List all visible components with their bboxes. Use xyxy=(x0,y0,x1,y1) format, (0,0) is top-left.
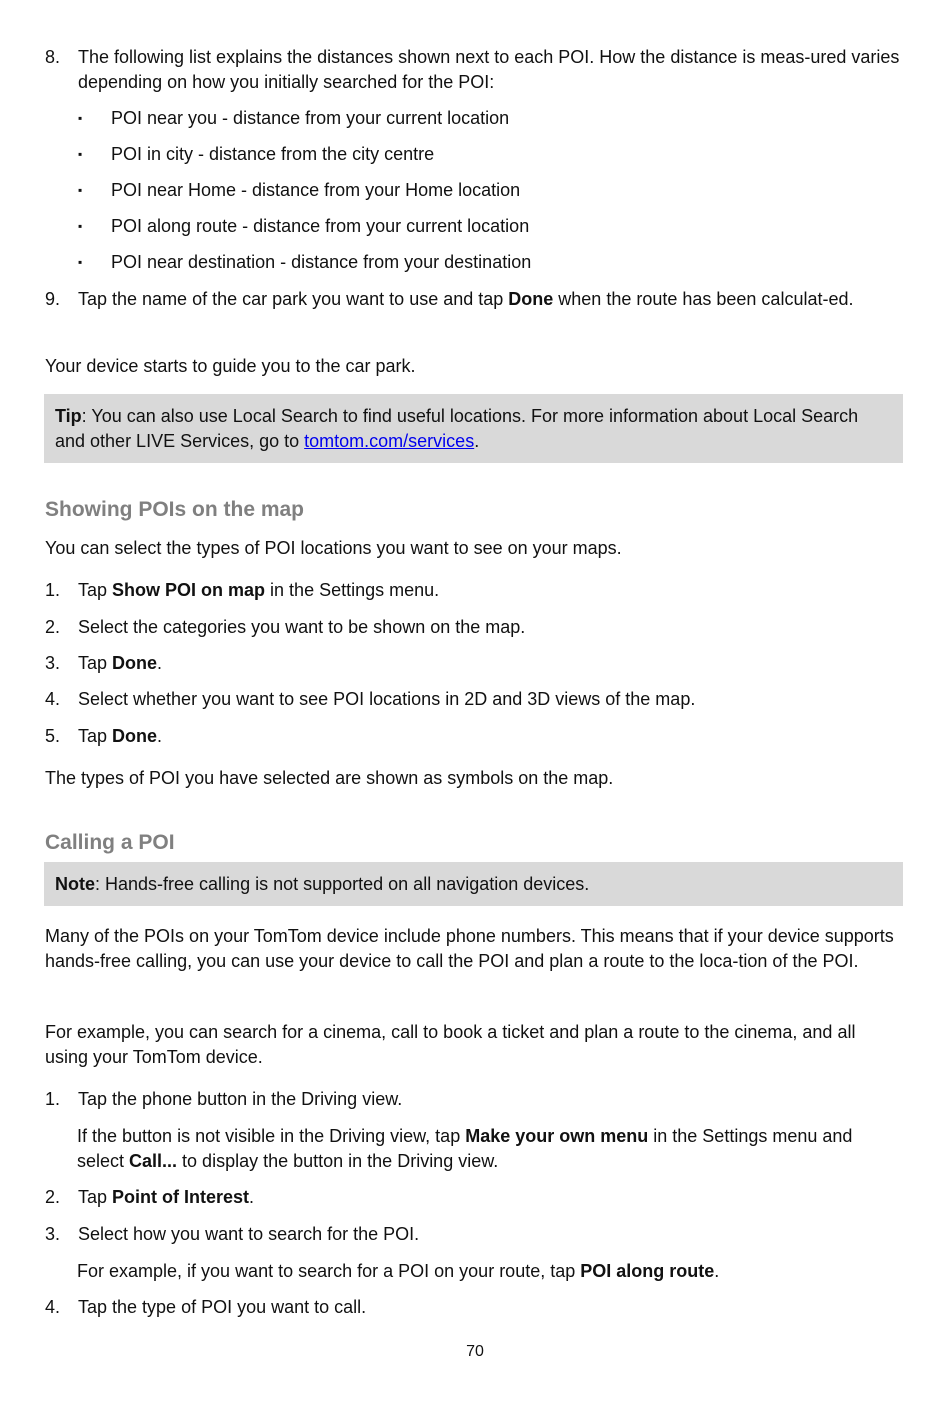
list-item xyxy=(45,578,903,603)
step-note: If the button is not visible in the Driving view, tap Make your own menu in the Settings menu and select Call... to display the button in the Driving view. xyxy=(77,1126,853,1171)
paragraph: The types of POI you have selected are shown as symbols on the map. xyxy=(45,768,614,788)
step-9 xyxy=(45,287,903,312)
list-item xyxy=(45,651,903,676)
step-text: Select how you want to search for the POI. xyxy=(78,1224,420,1244)
list-item xyxy=(45,214,903,239)
step-text: Tap Point of Interest. xyxy=(78,1187,255,1207)
step-text: Select whether you want to see POI locations in 2D and 3D views of the map. xyxy=(78,689,696,709)
step-text: Tap the name of the car park you want to use and tap Done when the route has been calculat-ed. xyxy=(78,289,854,309)
list-item xyxy=(45,142,903,167)
step-text: The following list explains the distances shown next to each POI. How the distance is meas-ured varies depending on how you initially searched for the POI: xyxy=(78,47,900,92)
list-item xyxy=(45,178,903,203)
paragraph: Your device starts to guide you to the car park. xyxy=(45,356,416,376)
step-text: Tap the phone button in the Driving view. xyxy=(78,1089,403,1109)
note-label: Note xyxy=(55,874,95,894)
list-item xyxy=(45,724,903,749)
step-number: 3. xyxy=(45,1224,61,1244)
step-number: 5. xyxy=(45,726,61,746)
ui-term: Done xyxy=(508,289,554,309)
step-text: Select the categories you want to be shown on the map. xyxy=(78,617,526,637)
section-heading: Showing POIs on the map xyxy=(45,498,305,521)
bullet-icon: ▪ xyxy=(78,111,83,125)
tip-text: : You can also use Local Search to find useful locations. For more information about Local Search and other LIVE Services, go to xyxy=(55,406,859,451)
step-number: 1. xyxy=(45,580,61,600)
services-link[interactable]: tomtom.com/services xyxy=(304,431,475,451)
ui-term: Point of Interest xyxy=(112,1187,250,1207)
step-note: For example, if you want to search for a POI on your route, tap POI along route. xyxy=(77,1261,720,1281)
step-number: 8. xyxy=(45,47,61,67)
step-8 xyxy=(45,45,903,95)
section-heading: Calling a POI xyxy=(45,831,175,854)
paragraph: For example, you can search for a cinema, call to book a ticket and plan a route to the cinema, and all using your TomTom device. xyxy=(45,1022,856,1067)
step-number: 4. xyxy=(45,689,61,709)
list-item xyxy=(45,1087,903,1112)
ui-term: Done xyxy=(112,653,158,673)
tip-box: Tip: You can also use Local Search to find useful locations. For more information about Local Search and other LIVE Services, go to tomtom.com/services. xyxy=(44,394,903,463)
ui-term: Done xyxy=(112,726,158,746)
bullet-icon: ▪ xyxy=(78,147,83,161)
list-item-text: POI near Home - distance from your Home location xyxy=(111,180,521,200)
list-item xyxy=(45,1295,903,1320)
ui-term: Show POI on map xyxy=(112,580,266,600)
list-item xyxy=(45,1185,903,1210)
list-item xyxy=(45,1222,903,1247)
step-number: 4. xyxy=(45,1297,61,1317)
paragraph: Many of the POIs on your TomTom device include phone numbers. This means that if your device supports hands-free calling, you can use your device to call the POI and plan a route to the loca-tion of the POI. xyxy=(45,926,894,971)
list-item xyxy=(45,106,903,131)
step-text: Tap the type of POI you want to call. xyxy=(78,1297,367,1317)
step-text: Tap Done. xyxy=(78,726,163,746)
ui-term: POI along route xyxy=(580,1261,715,1281)
ui-term: Make your own menu xyxy=(465,1126,649,1146)
paragraph: You can select the types of POI locations you want to see on your maps. xyxy=(45,538,622,558)
list-item xyxy=(45,615,903,640)
note-text: : Hands-free calling is not supported on all navigation devices. xyxy=(95,874,590,894)
step-number: 2. xyxy=(45,617,61,637)
list-item-text: POI in city - distance from the city centre xyxy=(111,144,435,164)
note-box xyxy=(44,862,903,906)
list-item xyxy=(45,687,903,712)
bullet-icon: ▪ xyxy=(78,183,83,197)
list-item-text: POI near destination - distance from your destination xyxy=(111,252,532,272)
list-item xyxy=(45,250,903,275)
ui-term: Call... xyxy=(129,1151,178,1171)
tip-label: Tip xyxy=(55,406,82,426)
step-number: 2. xyxy=(45,1187,61,1207)
step-number: 9. xyxy=(45,289,61,309)
page-number: 70 xyxy=(466,1343,484,1360)
step-text: Tap Show POI on map in the Settings menu. xyxy=(78,580,440,600)
step-text: Tap Done. xyxy=(78,653,163,673)
bullet-icon: ▪ xyxy=(78,255,83,269)
step-number: 1. xyxy=(45,1089,61,1109)
list-item-text: POI along route - distance from your current location xyxy=(111,216,530,236)
list-item-text: POI near you - distance from your current location xyxy=(111,108,510,128)
bullet-icon: ▪ xyxy=(78,219,83,233)
step-number: 3. xyxy=(45,653,61,673)
